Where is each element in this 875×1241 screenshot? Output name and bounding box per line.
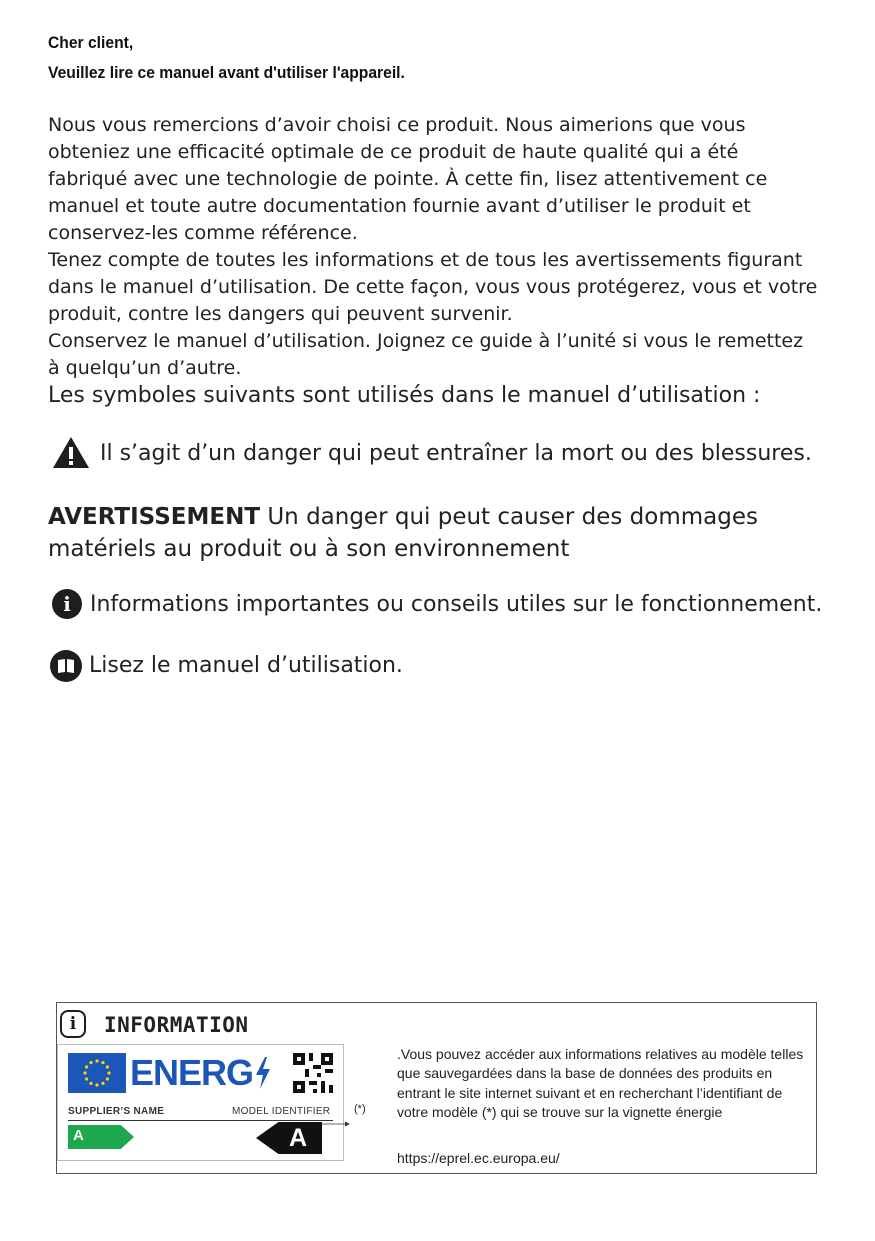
lightning-icon: [254, 1057, 272, 1089]
intro-text: [48, 112, 818, 382]
info-box-icon: i: [60, 1010, 86, 1038]
label-divider: [68, 1120, 333, 1121]
energy-wordmark: ENERG: [130, 1052, 254, 1093]
intro-paragraph-1: Nous vous remercions d’avoir choisi ce produit. Nous aimerions que vous obteniez une efficacité optimale de ce produit de haute qualité qui a été fabriqué avec une technologie de pointe. À cette fin, lisez attentivement ce manuel et toute autre documentation fournie avant d’utiliser le produit et conservez-les comme référence.: [48, 114, 768, 244]
warning-text: Un danger qui peut causer des dommages matériels au produit ou à son environnement: [48, 504, 758, 562]
symbols-heading: Les symboles suivants sont utilisés dans le manuel d’utilisation :: [48, 383, 761, 408]
model-marker: (*): [354, 1103, 366, 1115]
energy-class-right: A: [289, 1124, 308, 1152]
eprel-url[interactable]: https://eprel.ec.europa.eu/: [397, 1150, 560, 1166]
supplier-name-label: SUPPLIER’S NAME: [68, 1106, 165, 1117]
danger-description: Il s’agit d’un danger qui peut entraîner la mort ou des blessures.: [100, 441, 812, 466]
intro-paragraph-3: Conservez le manuel d’utilisation. Joignez ce guide à l’unité si vous le remettez à quelqu’un d’autre.: [48, 330, 804, 379]
greeting: Cher client,: [48, 33, 134, 52]
eprel-description: .Vous pouvez accéder aux informations relatives au modèle telles que sauvegardées dans la base de données des produits en entrant le site internet suivant et en recherchant l’identifiant de votre modèle (*) qui se trouve sur la vignette énergie: [397, 1046, 804, 1120]
manual-description: Lisez le manuel d’utilisation.: [89, 653, 403, 678]
warning-triangle-icon: [52, 436, 90, 469]
intro-paragraph-2: Tenez compte de toutes les informations et de tous les avertissements figurant dans le manuel d’utilisation. De cette façon, vous vous protégerez, vous et votre produit, contre les dangers qui peuvent survenir.: [48, 249, 818, 325]
model-identifier-label: MODEL IDENTIFIER: [232, 1106, 331, 1117]
eu-flag-icon: [68, 1053, 126, 1093]
warning-description: [48, 501, 828, 565]
info-box-title: INFORMATION: [104, 1013, 249, 1037]
qr-code-icon: [293, 1053, 333, 1093]
book-icon: [50, 650, 82, 682]
arrow-right-icon: [320, 1112, 350, 1118]
info-icon: i: [52, 589, 82, 619]
energy-class-left: A: [73, 1127, 84, 1144]
read-manual-instruction: Veuillez lire ce manuel avant d'utiliser l'appareil.: [48, 63, 405, 82]
warning-label: AVERTISSEMENT: [48, 504, 261, 530]
info-description: Informations importantes ou conseils utiles sur le fonctionnement.: [90, 592, 823, 617]
